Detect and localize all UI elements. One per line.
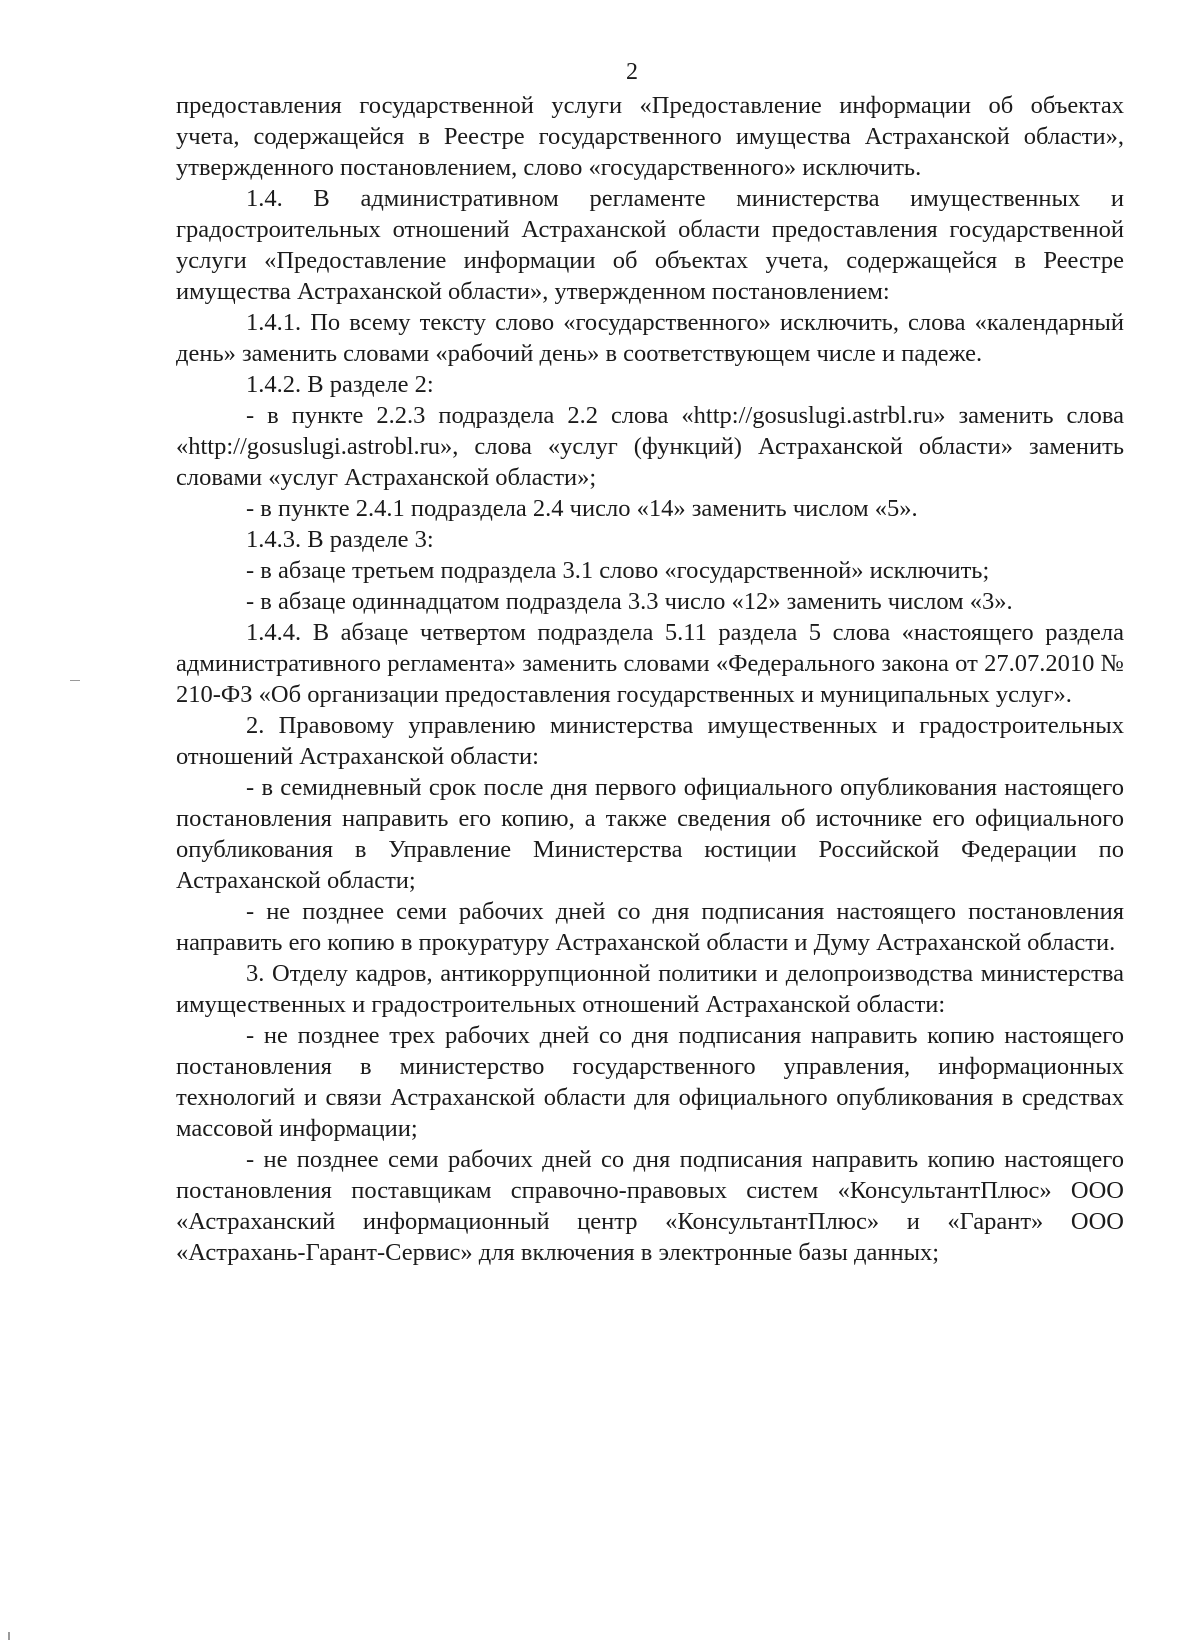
paragraph: - в абзаце третьем подраздела 3.1 слово «государственной» исключить; — [246, 557, 990, 584]
paragraph: 1.4.3. В разделе 3: — [246, 526, 434, 553]
paragraph: - не позднее семи рабочих дней со дня подписания настоящего постановления направить его копию в прокуратуру Астраханской области и Думу Астраханской области. — [176, 898, 1124, 956]
paragraph: - не позднее семи рабочих дней со дня подписания направить копию настоящего постановления поставщикам справочно-правовых систем «КонсультантПлюс» ООО «Астраханский информационный центр «КонсультантПлюс» и «Гарант» ООО «Астрахань-Гарант-Сервис» для включения в электронные базы данных; — [176, 1146, 1124, 1266]
paragraph: 1.4.2. В разделе 2: — [246, 371, 434, 398]
paragraph: - в абзаце одиннадцатом подраздела 3.3 число «12» заменить числом «3». — [246, 588, 1013, 615]
paragraph: 1.4.1. По всему тексту слово «государственного» исключить, слова «календарный день» заменить словами «рабочий день» в соответствующем числе и падеже. — [176, 309, 1124, 367]
paragraph: - в семидневный срок после дня первого официального опубликования настоящего постановления направить его копию, а также сведения об источнике его официального опубликования в Управление Министерства юстиции Российской Федерации по Астраханской области; — [176, 774, 1124, 894]
document-body — [176, 90, 1124, 1268]
paragraph: 1.4.4. В абзаце четвертом подраздела 5.11 раздела 5 слова «настоящего раздела административного регламента» заменить словами «Федерального закона от 27.07.2010 № 210-ФЗ «Об организации предоставления государственных и муниципальных услуг». — [176, 619, 1124, 708]
paragraph: - не позднее трех рабочих дней со дня подписания направить копию настоящего постановления в министерство государственного управления, информационных технологий и связи Астраханской области для официального опубликования в средствах массовой информации; — [176, 1022, 1124, 1142]
page-number: 2 — [626, 59, 638, 85]
paragraph: 3. Отделу кадров, антикоррупционной политики и делопроизводства министерства имущественных и градостроительных отношений Астраханской области: — [176, 960, 1124, 1018]
paragraph: предоставления государственной услуги «Предоставление информации об объектах учета, содержащейся в Реестре государственного имущества Астраханской области», утвержденного постановлением, слово «государственного» исключить. — [176, 92, 1124, 181]
scan-artifact — [8, 1632, 10, 1640]
paragraph: 2. Правовому управлению министерства имущественных и градостроительных отношений Астраханской области: — [176, 712, 1124, 770]
paragraph: - в пункте 2.2.3 подраздела 2.2 слова «http://gosuslugi.astrbl.ru» заменить слова «http://gosuslugi.astrobl.ru», слова «услуг (функций) Астраханской области» заменить словами «услуг Астраханской области»; — [176, 402, 1124, 491]
scan-artifact — [70, 680, 80, 681]
paragraph: - в пункте 2.4.1 подраздела 2.4 число «14» заменить числом «5». — [246, 495, 918, 522]
paragraph: 1.4. В административном регламенте министерства имущественных и градостроительных отношений Астраханской области предоставления государственной услуги «Предоставление информации об объектах учета, содержащейся в Реестре имущества Астраханской области», утвержденном постановлением: — [176, 185, 1124, 305]
